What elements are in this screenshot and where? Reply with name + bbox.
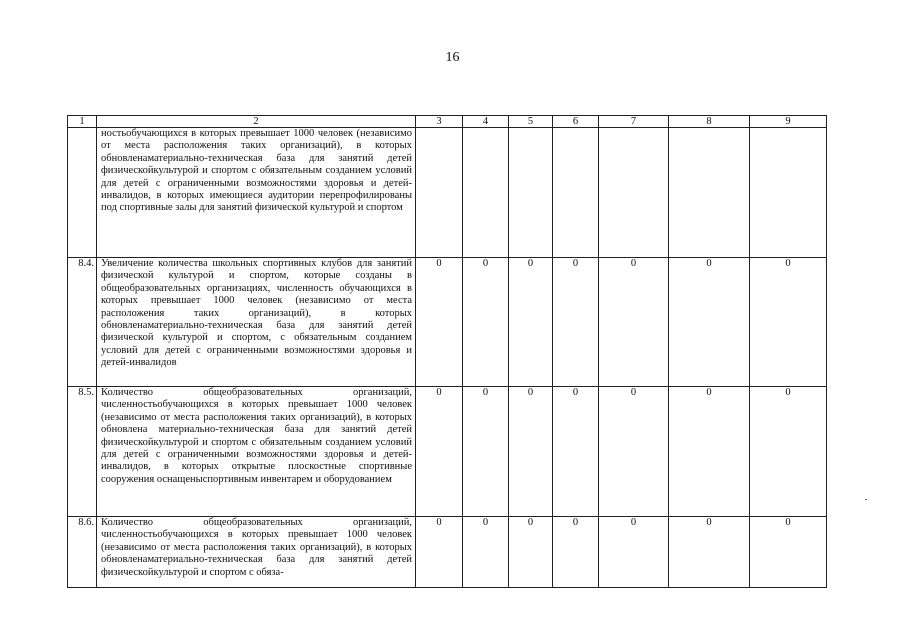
value-cell: 0 bbox=[463, 258, 509, 387]
value-cell: 0 bbox=[509, 258, 553, 387]
value-cell: 0 bbox=[553, 387, 599, 517]
value-cell: 0 bbox=[553, 258, 599, 387]
header-cell: 6 bbox=[553, 116, 599, 128]
header-cell: 2 bbox=[97, 116, 416, 128]
value-cell bbox=[599, 128, 669, 258]
table-row bbox=[68, 128, 827, 258]
header-cell: 4 bbox=[463, 116, 509, 128]
table-row bbox=[68, 258, 827, 387]
value-cell: 0 bbox=[599, 387, 669, 517]
header-cell: 1 bbox=[68, 116, 97, 128]
value-cell: 0 bbox=[599, 517, 669, 588]
value-cell: 0 bbox=[750, 258, 827, 387]
value-cell bbox=[463, 128, 509, 258]
value-cell: 0 bbox=[416, 517, 463, 588]
page-number: 16 bbox=[445, 50, 460, 65]
row-description: Увеличение количества школьных спортивных клубов для занятий физической культурой и спортом, которые созданы в общеобразовательных организациях, численность обучающихся в которых превышает 1000 человек (независимо от места расположения таких организаций), в которых обновленаматериально-техническая база для занятий детей физической культурой и спортом, с обязательным созданием условий для детей с ограниченными возможностями здоровья и детей-инвалидов bbox=[97, 258, 416, 387]
header-cell: 7 bbox=[599, 116, 669, 128]
value-cell: 0 bbox=[669, 517, 750, 588]
value-cell: 0 bbox=[463, 387, 509, 517]
data-table bbox=[67, 115, 827, 588]
table-row bbox=[68, 387, 827, 517]
value-cell bbox=[750, 128, 827, 258]
header-cell: 3 bbox=[416, 116, 463, 128]
value-cell: 0 bbox=[669, 258, 750, 387]
row-number: 8.4. bbox=[68, 258, 97, 387]
row-number bbox=[68, 128, 97, 258]
value-cell bbox=[416, 128, 463, 258]
value-cell: 0 bbox=[509, 387, 553, 517]
table-row bbox=[68, 517, 827, 588]
table-header-row bbox=[68, 116, 827, 128]
value-cell bbox=[553, 128, 599, 258]
scan-speck bbox=[865, 499, 867, 500]
value-cell: 0 bbox=[669, 387, 750, 517]
row-description: Количество общеобразовательных организаций, численностьобучающихся в которых превышает 1000 человек (независимо от места расположения таких организаций), в которых обновленаматериально-техническая база для занятий детей физическойкультурой и спортом с обяза- bbox=[97, 517, 416, 588]
value-cell: 0 bbox=[416, 387, 463, 517]
value-cell: 0 bbox=[463, 517, 509, 588]
row-description: ностьобучающихся в которых превышает 1000 человек (независимо от места расположения таких организаций), в которых обновленаматериально-техническая база для занятий детей физическойкультурой и спортом с обязательным созданием условий для детей с ограниченными возможностями здоровья и детей-инвалидов, в которых имеющиеся аудитории перепрофилированы под спортивные залы для занятий физической культурой и спортом bbox=[97, 128, 416, 258]
value-cell: 0 bbox=[599, 258, 669, 387]
row-number: 8.6. bbox=[68, 517, 97, 588]
header-cell: 9 bbox=[750, 116, 827, 128]
header-cell: 8 bbox=[669, 116, 750, 128]
value-cell bbox=[669, 128, 750, 258]
value-cell: 0 bbox=[416, 258, 463, 387]
row-number: 8.5. bbox=[68, 387, 97, 517]
value-cell: 0 bbox=[750, 517, 827, 588]
row-description: Количество общеобразовательных организаций, численностьобучающихся в которых превышает 1000 человек (независимо от места расположения таких организаций), в которых обновлена материально-техническая база для занятий детей физическойкультурой и спортом с обязательным созданием условий для детей с ограниченными возможностями здоровья и детей-инвалидов, в которых открытые плоскостные спортивные сооружения оснащеныспортивным инвентарем и оборудованием bbox=[97, 387, 416, 517]
header-cell: 5 bbox=[509, 116, 553, 128]
value-cell bbox=[509, 128, 553, 258]
value-cell: 0 bbox=[750, 387, 827, 517]
value-cell: 0 bbox=[509, 517, 553, 588]
value-cell: 0 bbox=[553, 517, 599, 588]
